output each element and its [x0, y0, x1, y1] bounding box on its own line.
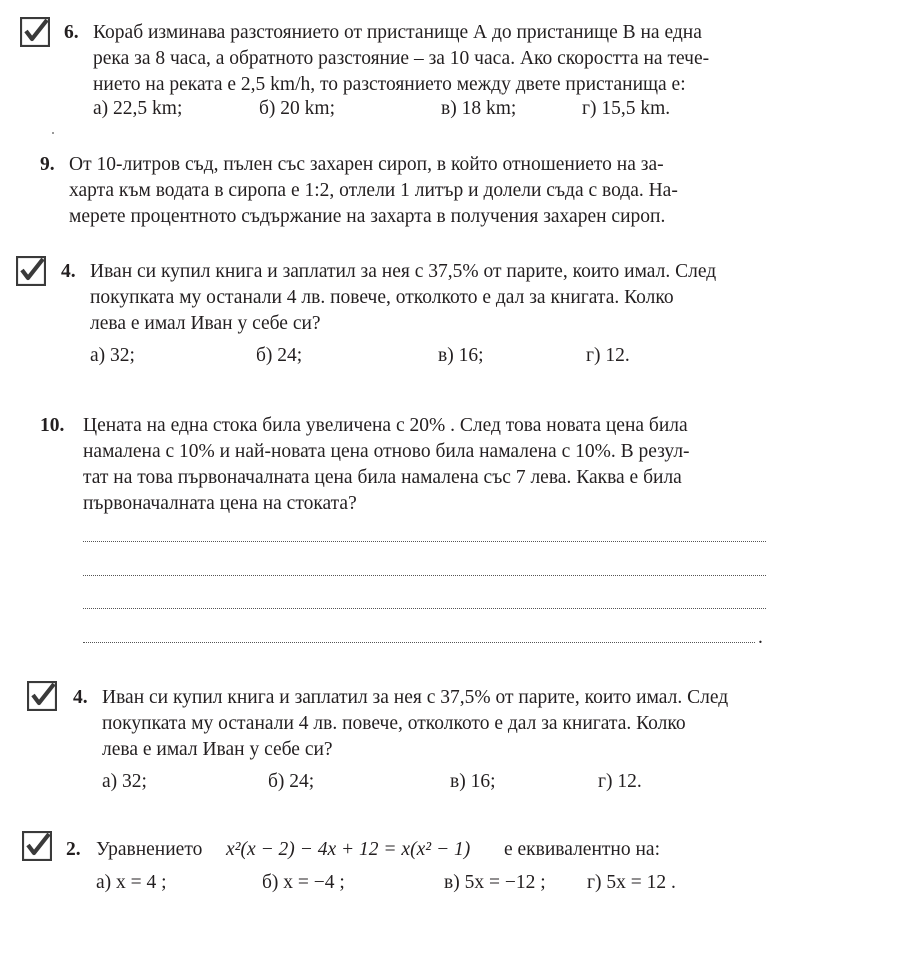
problem-text-line: Иван си купил книга и заплатил за нея с 37,5% от парите, които имал. След [102, 687, 729, 708]
answer-option-a[interactable]: а) 32; [90, 345, 135, 366]
answer-option-a[interactable]: а) 22,5 km; [93, 98, 183, 119]
answer-option-a[interactable]: а) 32; [102, 771, 147, 792]
problem-text-line: покупката му останали 4 лв. повече, отколкото е дал за книгата. Колко [102, 713, 686, 734]
problem-text-line: река за 8 часа, а обратното разстояние – за 10 часа. Ако скоростта на тече- [93, 48, 710, 69]
problem-text-line: Цената на една стока била увеличена с 20% . След това новата цена била [83, 415, 688, 436]
answer-line-end: . [758, 627, 763, 648]
answer-line[interactable] [83, 539, 766, 542]
problem-text-line: харта към водата в сиропа е 1:2, отлели 1 литър и долели съда с вода. На- [69, 180, 678, 201]
problem-number: 10. [40, 415, 65, 436]
problem-number: 4. [61, 261, 76, 282]
problem-text-line: Иван си купил книга и заплатил за нея с 37,5% от парите, които имал. След [90, 261, 717, 282]
answer-option-d[interactable]: г) 15,5 km. [582, 98, 671, 119]
checkbox-icon[interactable] [27, 681, 57, 711]
problem-text-line: първоначалната цена на стоката? [83, 493, 357, 514]
answer-option-c[interactable]: в) 18 km; [441, 98, 517, 119]
problem-number: 4. [73, 687, 88, 708]
answer-option-d[interactable]: г) 5x = 12 . [587, 872, 676, 893]
equation: x²(x − 2) − 4x + 12 = x(x² − 1) [226, 839, 471, 860]
answer-option-d[interactable]: г) 12. [586, 345, 630, 366]
problem-text-line: мерете процентното съдържание на захарта в получения захарен сироп. [69, 206, 666, 227]
answer-option-b[interactable]: б) 24; [268, 771, 315, 792]
answer-option-d[interactable]: г) 12. [598, 771, 642, 792]
answer-option-b[interactable]: б) 24; [256, 345, 303, 366]
answer-line[interactable] [83, 606, 766, 609]
problem-text-line: лева е имал Иван у себе си? [102, 739, 333, 760]
answer-option-a[interactable]: а) x = 4 ; [96, 872, 167, 893]
answer-option-c[interactable]: в) 16; [450, 771, 496, 792]
answer-option-c[interactable]: в) 5x = −12 ; [444, 872, 546, 893]
checkbox-icon[interactable] [16, 256, 46, 286]
problem-number: 9. [40, 154, 55, 175]
problem-lead-text: Уравнението [96, 839, 203, 860]
problem-text-line: Кораб изминава разстоянието от пристанище А до пристанище В на една [93, 22, 702, 43]
problem-text-line: От 10-литров съд, пълен със захарен сироп, в който отношението на за- [69, 154, 664, 175]
problem-text-line: тат на това първоначалната цена била намалена със 7 лева. Каква е била [83, 467, 682, 488]
problem-text-line: намалена с 10% и най-новата цена отново била намалена с 10%. В резул- [83, 441, 690, 462]
problem-text-line: покупката му останали 4 лв. повече, отколкото е дал за книгата. Колко [90, 287, 674, 308]
problem-number: 2. [66, 839, 81, 860]
answer-line[interactable] [83, 640, 755, 643]
checkbox-icon[interactable] [22, 831, 52, 861]
answer-option-b[interactable]: б) x = −4 ; [262, 872, 345, 893]
answer-line[interactable] [83, 573, 766, 576]
answer-option-b[interactable]: б) 20 km; [259, 98, 336, 119]
answer-option-c[interactable]: в) 16; [438, 345, 484, 366]
problem-text-line: нието на реката е 2,5 km/h, то разстоянието между двете пристанища е: [93, 74, 686, 95]
problem-number: 6. [64, 22, 79, 43]
checkbox-icon[interactable] [20, 17, 50, 47]
problem-tail-text: е еквивалентно на: [504, 839, 660, 860]
speck [52, 132, 54, 134]
problem-text-line: лева е имал Иван у себе си? [90, 313, 321, 334]
